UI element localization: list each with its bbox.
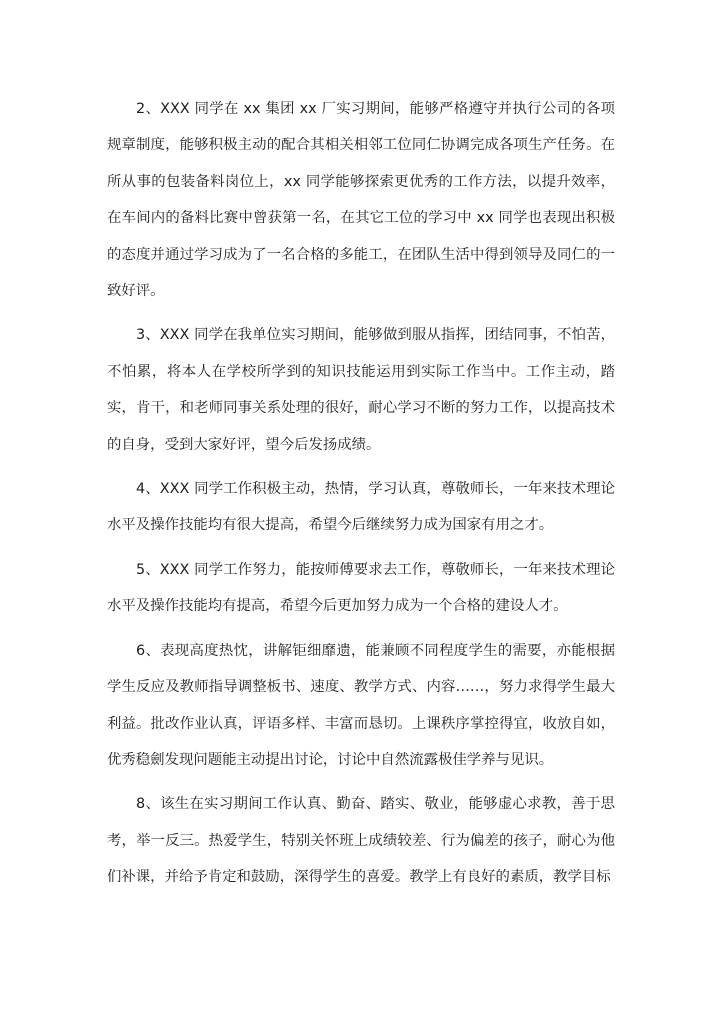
paragraph-4: 4、XXX 同学工作积极主动，热情，学习认真，尊敬师长，一年来技术理论水平及操作技能均有很大提高，希望今后继续努力成为国家有用之才。	[107, 481, 615, 534]
paragraph-2: 2、XXX 同学在 xx 集团 xx 厂实习期间，能够严格遵守并执行公司的各项规章制度，能够积极主动的配合其相关相邻工位同仁协调完成各项生产任务。在所从事的包装备料岗位上，xx 同学能够探索更优秀的工作方法，以提升效率，在车间内的备料比赛中曾获第一名，在其它工位的学习中 xx 同学也表现出积极的态度并通过学习成为了一名合格的多能工，在团队生活中得到领导及同仁的一致好评。	[107, 101, 615, 300]
document-body	[107, 91, 615, 904]
paragraph-8: 8、该生在实习期间工作认真、勤奋、踏实、敬业，能够虚心求教，善于思考，举一反三。热爱学生，特别关怀班上成绩较差、行为偏差的孩子，耐心为他们补课，并给予肯定和鼓励，深得学生的喜爱。教学上有良好的素质，教学目标	[107, 796, 615, 886]
paragraph-5: 5、XXX 同学工作努力，能按师傅要求去工作，尊敬师长，一年来技术理论水平及操作技能均有提高，希望今后更加努力成为一个合格的建设人才。	[107, 561, 615, 615]
paragraph-6: 6、表现高度热忱，讲解钜细靡遗，能兼顾不同程度学生的需要，亦能根据学生反应及教师指导调整板书、速度、教学方式、内容……，努力求得学生最大利益。批改作业认真，评语多样、丰富而恳切。上课秩序掌控得宜，收放自如，优秀稳劍发现问题能主动提出讨论，讨论中自然流露极佳学养与见识。	[107, 642, 615, 768]
paragraph-3: 3、XXX 同学在我单位实习期间，能够做到服从指挥，团结同事，不怕苦，不怕累，将本人在学校所学到的知识技能运用到实际工作当中。工作主动，踏实，肯干，和老师同事关系处理的很好，耐心学习不断的努力工作，以提高技术的自身，受到大家好评，望今后发扬成绩。	[107, 327, 615, 453]
